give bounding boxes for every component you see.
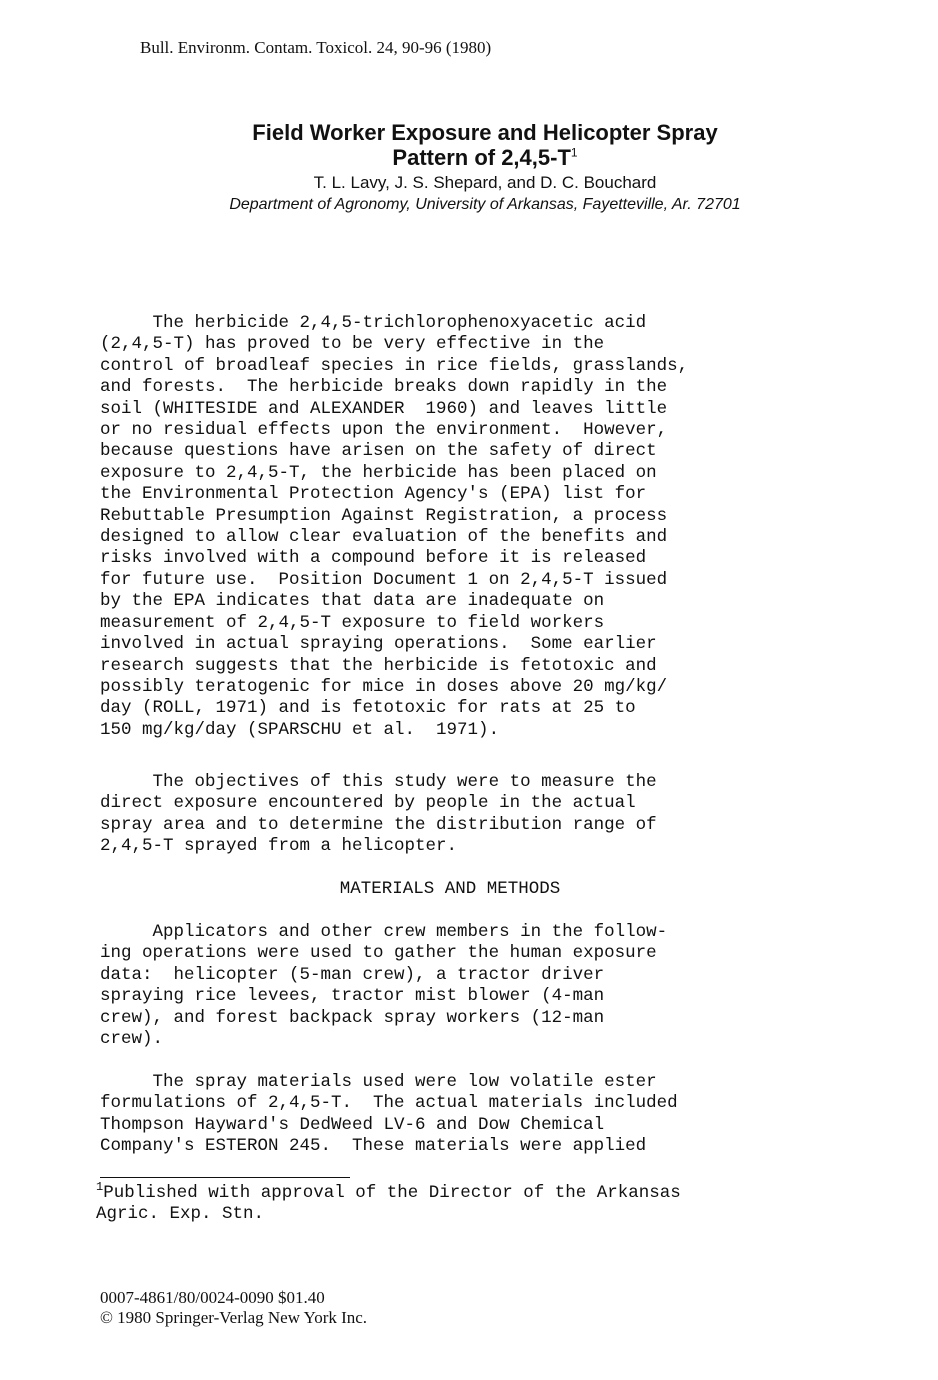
intro-paragraph: The herbicide 2,4,5-trichlorophenoxyacetic acid (2,4,5-T) has proved to be very effective in the control of broadleaf species in rice fields, grasslands, and forests. The herbicide breaks down rapidly in the soil (WHITESIDE and ALEXANDER 1960) and leaves little or no residual effects upon the environment. However, because questions have arisen on the safety of direct exposure to 2,4,5-T, the herbicide has been placed on the Environmental Protection Agency's (EPA) list for Rebuttable Presumption Against Registration, a process designed to allow clear evaluation of the benefits and risks involved with a compound before it is released for future use. Position Document 1 on 2,4,5-T issued by the EPA indicates that data are inadequate on measurement of 2,4,5-T exposure to field workers involved in actual spraying operations. Some earlier research suggests that the herbicide is fetotoxic and possibly teratogenic for mice in doses above 20 mg/kg/ day (ROLL, 1971) and is fetotoxic for rats at 25 to 150 mg/kg/day (SPARSCHU et al. 1971). (100, 313, 689, 740)
issn-code: 0007-4861/80/0024-0090 $01.40 (100, 1288, 325, 1307)
title-footnote-mark: 1 (570, 145, 578, 160)
title-line-1: Field Worker Exposure and Helicopter Spray (252, 120, 718, 145)
article-authors: T. L. Lavy, J. S. Shepard, and D. C. Bouchard (313, 173, 657, 192)
section-heading-materials-methods: MATERIALS AND METHODS (339, 879, 561, 899)
footnote-mark: 1 (96, 1180, 104, 1195)
footnote-divider (100, 1177, 350, 1178)
methods-paragraph-2: The spray materials used were low volatile ester formulations of 2,4,5-T. The actual materials included Thompson Hayward's DedWeed LV-6 and Dow Chemical Company's ESTERON 245. These materials were applied (100, 1072, 678, 1157)
article-title (120, 120, 850, 170)
journal-citation: Bull. Environm. Contam. Toxicol. 24, 90-96 (1980) (140, 38, 492, 57)
copyright-notice: © 1980 Springer-Verlag New York Inc. (100, 1308, 368, 1327)
footnote (96, 1180, 896, 1226)
footnote-text: Published with approval of the Director of the Arkansas Agric. Exp. Stn. (96, 1183, 681, 1225)
title-line-2: Pattern of 2,4,5-T (392, 145, 571, 170)
objectives-paragraph: The objectives of this study were to measure the direct exposure encountered by people in the actual spray area and to determine the distribution range of 2,4,5-T sprayed from a helicopter. (100, 772, 657, 857)
methods-paragraph-1: Applicators and other crew members in the follow- ing operations were used to gather the human exposure data: helicopter (5-man crew), a tractor driver spraying rice levees, tractor mist blower (4-man crew), and forest backpack spray workers (12-man crew). (100, 922, 668, 1050)
article-header (120, 120, 850, 216)
copyright-block (100, 1288, 367, 1328)
author-affiliation: Department of Agronomy, University of Arkansas, Fayetteville, Ar. 72701 (229, 196, 741, 213)
